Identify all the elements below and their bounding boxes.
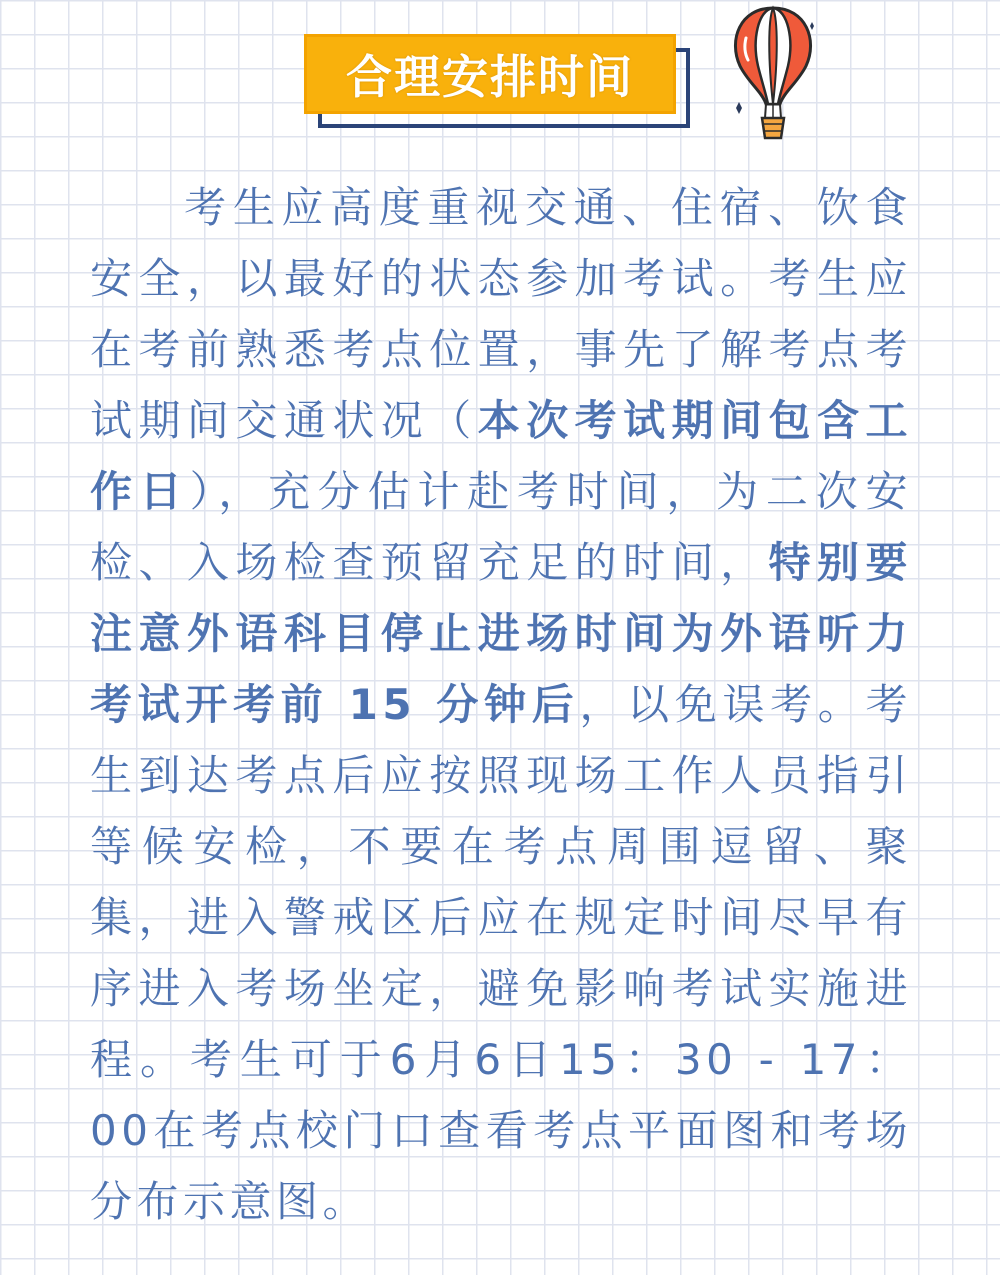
hot-air-balloon-icon — [718, 0, 828, 150]
body-emphasis: 本次考试期间包含工作日 — [90, 396, 912, 516]
title-box — [304, 34, 676, 114]
page-title: 合理安排时间 — [346, 50, 634, 104]
body-paragraph — [90, 172, 912, 1237]
body-segment: ），充分估计赴考时间，为二次安检、入场检查预留充足的时间， — [90, 467, 912, 587]
title-banner — [304, 34, 684, 118]
body-segment: 考生应高度重视交通、住宿、饮食安全，以最好的状态参加考试。考生应在考前熟悉考点位置，事先了解考点考试期间交通状况（ — [90, 183, 912, 445]
body-segment: ，以免误考。考生到达考点后应按照现场工作人员指引等候安检，不要在考点周围逗留、聚集，进入警戒区后应在规定时间尽早有序进入考场坐定，避免影响考试实施进程。考生可于6月6日15：30 - 17：00在考点校门口查看考点平面图和考场分布示意图。 — [90, 680, 912, 1226]
body-emphasis: 特别要注意外语科目停止进场时间为外语听力考试开考前 15 分钟后 — [90, 538, 912, 729]
